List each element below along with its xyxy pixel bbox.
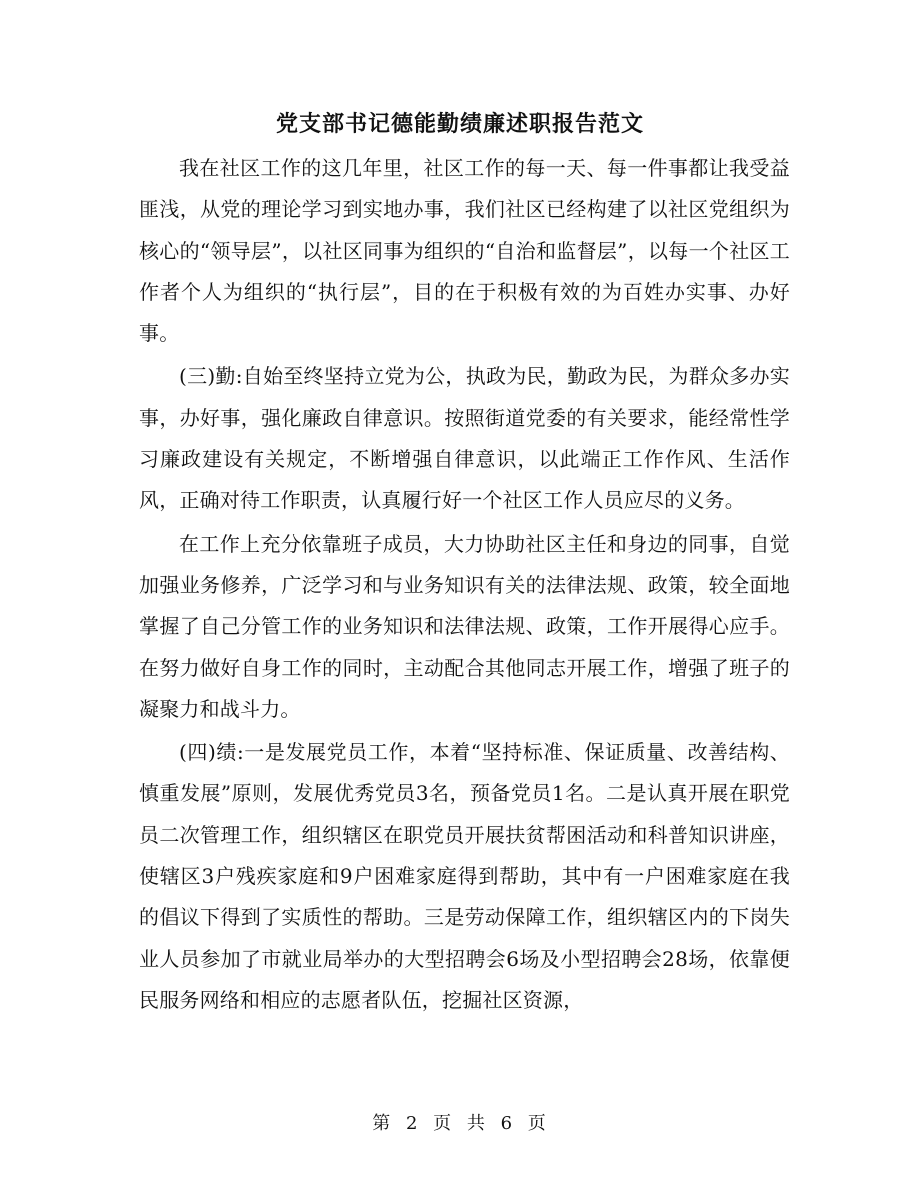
paragraph-diligence: (三)勤:自始至终坚持立党为公，执政为民，勤政为民，为群众多办实事，办好事，强化廉政自律意识。按照街道党委的有关要求，能经常性学习廉政建设有关规定，不断增强自律意识，以此端正工作作风、生活作风，正确对待工作职责，认真履行好一个社区工作人员应尽的义务。 xyxy=(139,364,790,513)
page-footer: 第 2 页 共 6 页 xyxy=(372,1113,548,1134)
paragraph-teamwork: 在工作上充分依靠班子成员，大力协助社区主任和身边的同事，自觉加强业务修养，广泛学习和与业务知识有关的法律法规、政策，较全面地掌握了自己分管工作的业务知识和法律法规、政策，工作开展得心应手。在努力做好自身工作的同时，主动配合其他同志开展工作，增强了班子的凝聚力和战斗力。 xyxy=(139,531,790,721)
paragraph-achievements: (四)绩:一是发展党员工作，本着“坚持标准、保证质量、改善结构、慎重发展”原则，发展优秀党员3名，预备党员1名。二是认真开展在职党员二次管理工作，组织辖区在职党员开展扶贫帮困活动和科普知识讲座，使辖区3户残疾家庭和9户困难家庭得到帮助，其中有一户困难家庭在我的倡议下得到了实质性的帮助。三是劳动保障工作，组织辖区内的下岗失业人员参加了市就业局举办的大型招聘会6场及小型招聘会28场，依靠便民服务网络和相应的志愿者队伍，挖掘社区资源， xyxy=(139,740,790,1012)
document-title: 党支部书记德能勤绩廉述职报告范文 xyxy=(275,111,644,137)
document-body xyxy=(139,148,790,1021)
paragraph-intro: 我在社区工作的这几年里，社区工作的每一天、每一件事都让我受益匪浅，从党的理论学习到实地办事，我们社区已经构建了以社区党组织为核心的“领导层”，以社区同事为组织的“自治和监督层”，以每一个社区工作者个人为组织的“执行层”，目的在于积极有效的为百姓办实事、办好事。 xyxy=(139,156,790,346)
